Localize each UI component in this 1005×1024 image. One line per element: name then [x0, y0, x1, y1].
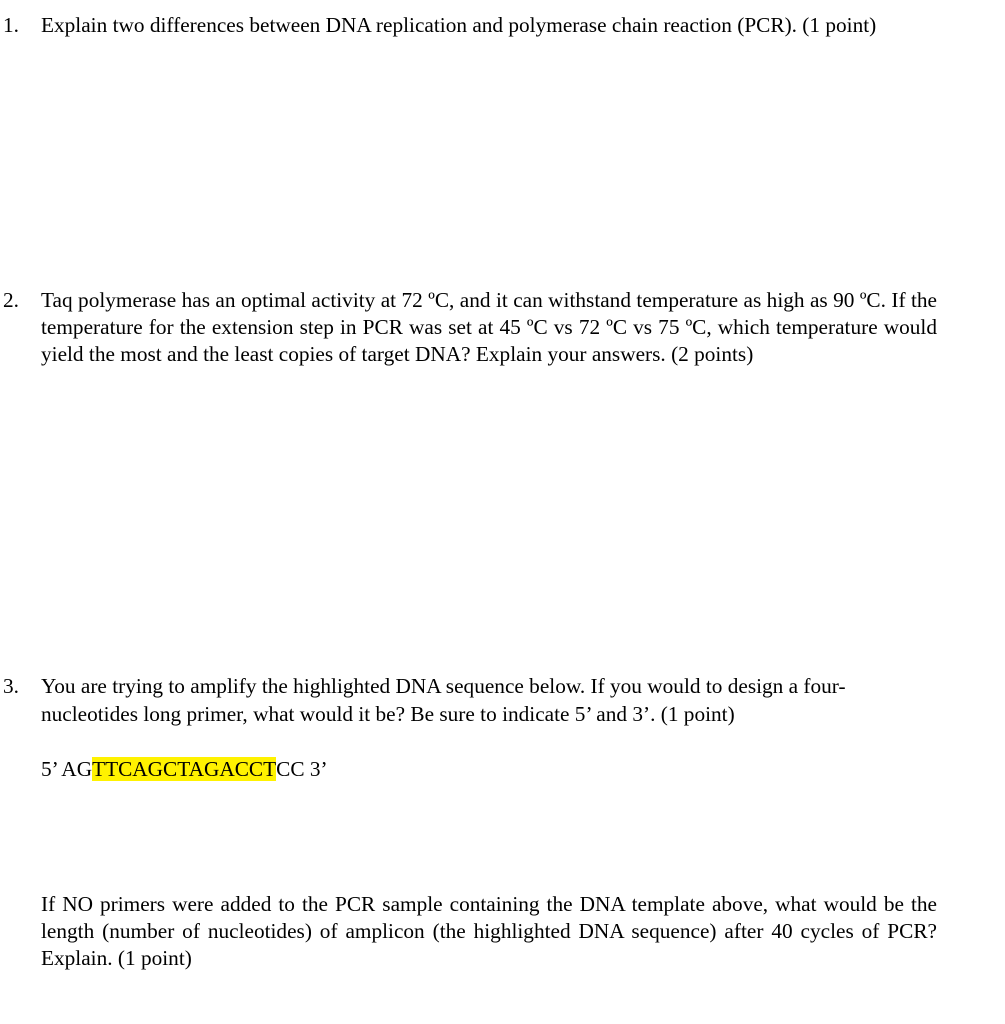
dna-sequence: [41, 756, 328, 783]
dna-sequence-suffix: CC 3’: [276, 757, 328, 781]
question-1-text: Explain two differences between DNA replication and polymerase chain reaction (PCR). (1 point): [41, 13, 877, 37]
question-2-text: Taq polymerase has an optimal activity at 72 ºC, and it can withstand temperature as high as 90 ºC. If the temperature for the extension step in PCR was set at 45 ºC vs 72 ºC vs 75 ºC, which temperature would yield the most and the least copies of target DNA? Explain your answers. (2 points): [41, 288, 937, 366]
dna-sequence-highlighted: TTCAGCTAGACCT: [92, 757, 277, 781]
dna-sequence-prefix: 5’ AG: [41, 757, 93, 781]
question-2-number: 2.: [3, 288, 19, 312]
question-1-number: 1.: [3, 13, 19, 37]
question-3-number: 3.: [3, 674, 19, 698]
question-3-text-line-2: nucleotides long primer, what would it be? Be sure to indicate 5’ and 3’. (1 point): [41, 702, 735, 726]
question-3-followup: If NO primers were added to the PCR sample containing the DNA template above, what would be the length (number of nucleotides) of amplicon (the highlighted DNA sequence) after 40 cycles of PCR? Explain. (1 point): [41, 892, 937, 970]
question-3-text-line-1: You are trying to amplify the highlighted DNA sequence below. If you would to design a four-: [41, 674, 846, 698]
